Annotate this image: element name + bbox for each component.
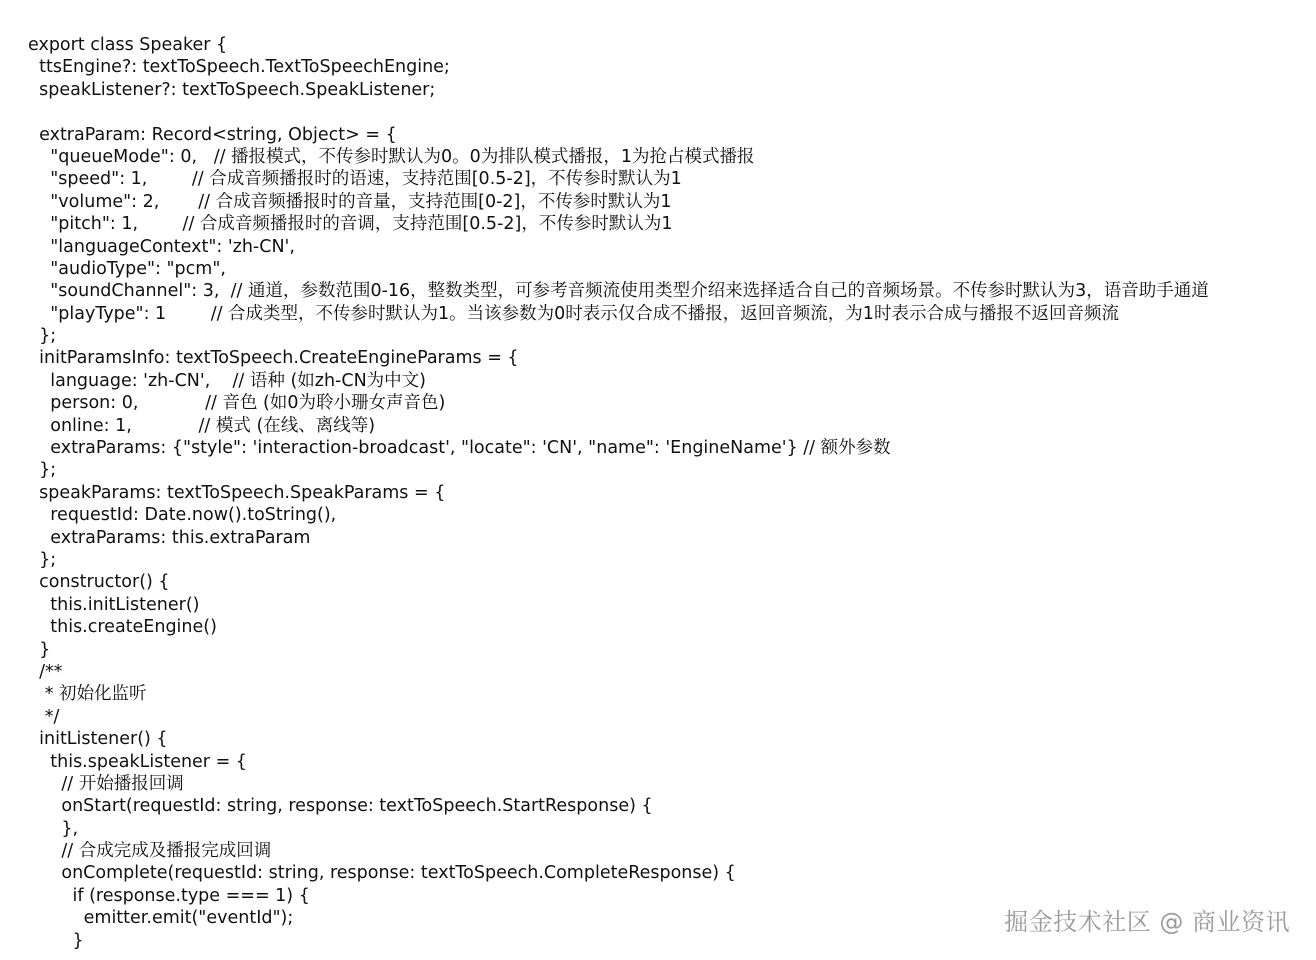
code-line: extraParam: Record<string, Object> = {	[28, 124, 397, 145]
code-line: extraParams: {"style": 'interaction-broadcast', "locate": 'CN', "name": 'EngineName'} // 额外参数	[28, 438, 891, 459]
code-line: };	[28, 326, 57, 347]
code-line: "queueMode": 0, // 播报模式，不传参时默认为0。0为排队模式播报，1为抢占模式播报	[28, 146, 755, 167]
code-line: }	[28, 930, 84, 951]
code-line: "pitch": 1, // 合成音频播报时的音调，支持范围[0.5-2]，不传参时默认为1	[28, 214, 673, 235]
code-line: speakParams: textToSpeech.SpeakParams = {	[28, 482, 446, 503]
code-line: speakListener?: textToSpeech.SpeakListener;	[28, 79, 436, 100]
code-line: onComplete(requestId: string, response: textToSpeech.CompleteResponse) {	[28, 863, 736, 884]
code-line: };	[28, 460, 57, 481]
code-line: language: 'zh-CN', // 语种 (如zh-CN为中文)	[28, 370, 426, 391]
code-line: "volume": 2, // 合成音频播报时的音量，支持范围[0-2]，不传参时默认为1	[28, 191, 672, 212]
code-line	[28, 101, 1308, 123]
code-line: "audioType": "pcm",	[28, 258, 226, 279]
code-line: "languageContext": 'zh-CN',	[28, 236, 295, 257]
code-line: initParamsInfo: textToSpeech.CreateEngineParams = {	[28, 348, 519, 369]
code-line: emitter.emit("eventId");	[28, 908, 294, 929]
code-block	[28, 34, 1308, 952]
code-line: // 合成完成及播报完成回调	[28, 841, 272, 862]
code-line: "playType": 1 // 合成类型，不传参时默认为1。当该参数为0时表示仅合成不播报，返回音频流，为1时表示合成与播报不返回音频流	[28, 303, 1119, 324]
code-line: }	[28, 639, 51, 660]
code-line: person: 0, // 音色 (如0为聆小珊女声音色)	[28, 393, 446, 414]
code-line: "speed": 1, // 合成音频播报时的语速，支持范围[0.5-2]，不传参时默认为1	[28, 169, 682, 190]
watermark: 掘金技术社区 @ 商业资讯	[1004, 908, 1290, 936]
code-line: ttsEngine?: textToSpeech.TextToSpeechEngine;	[28, 57, 450, 78]
code-line: };	[28, 549, 57, 570]
code-line: this.speakListener = {	[28, 751, 247, 772]
code-line: export class Speaker {	[28, 35, 228, 55]
code-line: this.createEngine()	[28, 617, 217, 638]
code-line: initListener() {	[28, 729, 168, 750]
code-line: constructor() {	[28, 572, 170, 593]
code-line: },	[28, 818, 79, 839]
code-line: this.initListener()	[28, 594, 200, 615]
code-line: */	[28, 706, 60, 727]
code-line: /**	[28, 661, 63, 682]
code-line: requestId: Date.now().toString(),	[28, 505, 337, 526]
code-line: * 初始化监听	[28, 684, 147, 705]
code-line: online: 1, // 模式 (在线、离线等)	[28, 415, 376, 436]
code-line: extraParams: this.extraParam	[28, 527, 311, 548]
code-line: if (response.type === 1) {	[28, 885, 310, 906]
code-line: onStart(requestId: string, response: textToSpeech.StartResponse) {	[28, 796, 653, 817]
code-line: // 开始播报回调	[28, 773, 184, 794]
code-line: "soundChannel": 3, // 通道，参数范围0-16，整数类型，可参考音频流使用类型介绍来选择适合自己的音频场景。不传参时默认为3，语音助手通道	[28, 281, 1209, 302]
